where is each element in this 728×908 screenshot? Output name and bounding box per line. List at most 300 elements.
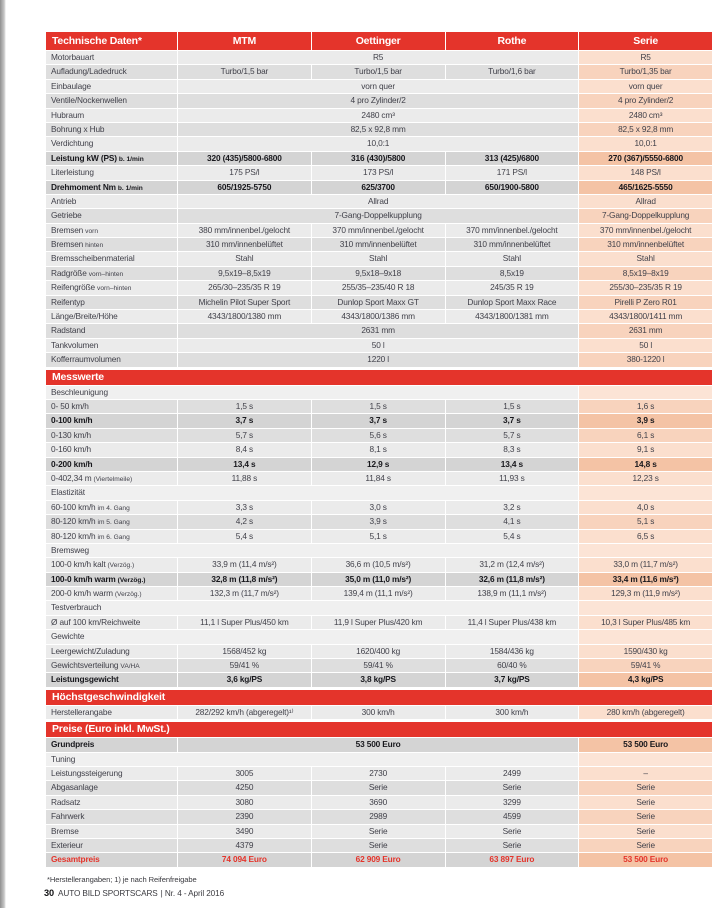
value-cell: 62 909 Euro xyxy=(312,853,445,866)
row-label-small: b. 1/min xyxy=(118,155,144,163)
table-row xyxy=(46,501,712,514)
merged-value-cell: 50 l xyxy=(178,339,578,352)
row-label: Exterieur xyxy=(46,839,177,852)
serie-value-cell: 82,5 x 92,8 mm xyxy=(579,123,712,136)
table-row xyxy=(46,109,712,122)
table-body xyxy=(46,51,712,867)
table-row xyxy=(46,310,712,323)
value-cell: 132,3 m (11,7 m/s²) xyxy=(178,587,311,600)
value-cell: 370 mm/innenbel./gelocht xyxy=(446,224,579,237)
serie-value-cell: 270 (367)/5550-6800 xyxy=(579,152,712,165)
row-label-small: im 6. Gang xyxy=(97,533,130,541)
table-row xyxy=(46,645,712,658)
serie-cell xyxy=(579,601,712,614)
row-label-small: hinten xyxy=(85,242,104,250)
row-label: Leistungsgewicht xyxy=(46,673,177,686)
serie-value-cell: 9,1 s xyxy=(579,443,712,456)
value-cell: 3490 xyxy=(178,825,311,838)
column-header-technische-daten: Technische Daten* xyxy=(46,32,177,50)
value-cell: 245/35 R 19 xyxy=(446,281,579,294)
value-cell: 310 mm/innenbelüftet xyxy=(178,238,311,251)
table-row xyxy=(46,515,712,528)
serie-value-cell: 53 500 Euro xyxy=(579,853,712,866)
value-cell: 5,7 s xyxy=(446,429,579,442)
serie-value-cell: Serie xyxy=(579,839,712,852)
serie-value-cell: Serie xyxy=(579,796,712,809)
row-label: Bremsen vorn xyxy=(46,224,177,237)
row-label: 0-100 km/h xyxy=(46,414,177,427)
table-row xyxy=(46,738,712,751)
table-row xyxy=(46,810,712,823)
value-cell: 11,93 s xyxy=(446,472,579,485)
row-label: Aufladung/Ladedruck xyxy=(46,65,177,78)
value-cell: 36,6 m (10,5 m/s²) xyxy=(312,558,445,571)
page-edge-shadow xyxy=(0,0,6,908)
table-row xyxy=(46,753,712,766)
serie-value-cell: 310 mm/innenbelüftet xyxy=(579,238,712,251)
issue-info: | Nr. 4 - April 2016 xyxy=(160,889,225,898)
table-row xyxy=(46,65,712,78)
serie-value-cell: 7-Gang-Doppelkupplung xyxy=(579,209,712,222)
row-label-small: VA/HA xyxy=(120,663,140,671)
value-cell: 3005 xyxy=(178,767,311,780)
value-cell: 11,9 l Super Plus/420 km xyxy=(312,616,445,629)
table-row xyxy=(46,853,712,866)
row-label: Reifengröße vorn–hinten xyxy=(46,281,177,294)
value-cell: 3,7 s xyxy=(178,414,311,427)
row-label: Bremse xyxy=(46,825,177,838)
value-cell: 300 km/h xyxy=(446,706,579,719)
value-cell: 13,4 s xyxy=(446,458,579,471)
table-row xyxy=(46,573,712,586)
row-label: Radgröße vorn–hinten xyxy=(46,267,177,280)
value-cell: 3,3 s xyxy=(178,501,311,514)
table-row xyxy=(46,486,712,499)
serie-value-cell: 5,1 s xyxy=(579,515,712,528)
row-label: Ø auf 100 km/Reichweite xyxy=(46,616,177,629)
table-row xyxy=(46,601,712,614)
row-label: Einbaulage xyxy=(46,80,177,93)
row-label: Bremsweg xyxy=(46,544,578,557)
value-cell: 11,4 l Super Plus/438 km xyxy=(446,616,579,629)
row-label: Hubraum xyxy=(46,109,177,122)
table-row xyxy=(46,616,712,629)
serie-value-cell: Pirelli P Zero R01 xyxy=(579,296,712,309)
row-label: Motorbauart xyxy=(46,51,177,64)
serie-value-cell: – xyxy=(579,767,712,780)
value-cell: 171 PS/l xyxy=(446,166,579,179)
merged-value-cell: 1220 l xyxy=(178,353,578,366)
row-label: Verdichtung xyxy=(46,137,177,150)
row-label: Getriebe xyxy=(46,209,177,222)
value-cell: 32,8 m (11,8 m/s²) xyxy=(178,573,311,586)
column-header-oettinger: Oettinger xyxy=(312,32,445,50)
serie-value-cell: 6,5 s xyxy=(579,530,712,543)
value-cell: 63 897 Euro xyxy=(446,853,579,866)
table-row xyxy=(46,267,712,280)
row-label: Gesamtpreis xyxy=(46,853,177,866)
value-cell: 1584/436 kg xyxy=(446,645,579,658)
value-cell: 4250 xyxy=(178,781,311,794)
serie-value-cell: 129,3 m (11,9 m/s²) xyxy=(579,587,712,600)
row-label: 60-100 km/h im 4. Gang xyxy=(46,501,177,514)
row-label: Leistung kW (PS) b. 1/min xyxy=(46,152,177,165)
magazine-name: AUTO BILD SPORTSCARS xyxy=(58,889,158,898)
value-cell: 1,5 s xyxy=(312,400,445,413)
value-cell: 9,5x18–9x18 xyxy=(312,267,445,280)
row-label: Testverbrauch xyxy=(46,601,578,614)
value-cell: 3299 xyxy=(446,796,579,809)
serie-value-cell: 4,0 s xyxy=(579,501,712,514)
value-cell: 1,5 s xyxy=(446,400,579,413)
value-cell: 3690 xyxy=(312,796,445,809)
value-cell: 4,1 s xyxy=(446,515,579,528)
value-cell: 138,9 m (11,1 m/s²) xyxy=(446,587,579,600)
row-label: Tuning xyxy=(46,753,578,766)
column-header-mtm: MTM xyxy=(178,32,311,50)
merged-value-cell: 53 500 Euro xyxy=(178,738,578,751)
value-cell: 282/292 km/h (abgeregelt)¹⁾ xyxy=(178,706,311,719)
value-cell: 2730 xyxy=(312,767,445,780)
value-cell: 32,6 m (11,8 m/s²) xyxy=(446,573,579,586)
serie-value-cell: Serie xyxy=(579,825,712,838)
row-label: Leistungssteigerung xyxy=(46,767,177,780)
table-row xyxy=(46,400,712,413)
row-label: Literleistung xyxy=(46,166,177,179)
value-cell: 313 (425)/6800 xyxy=(446,152,579,165)
section-header: Höchstgeschwindigkeit xyxy=(46,690,712,705)
row-label: Tankvolumen xyxy=(46,339,177,352)
table-row xyxy=(46,767,712,780)
row-label: 0-402,34 m (Viertelmeile) xyxy=(46,472,177,485)
value-cell: Serie xyxy=(446,825,579,838)
merged-value-cell: 7-Gang-Doppelkupplung xyxy=(178,209,578,222)
serie-value-cell: 53 500 Euro xyxy=(579,738,712,751)
table-row xyxy=(46,659,712,672)
value-cell: 605/1925-5750 xyxy=(178,181,311,194)
merged-value-cell: vorn quer xyxy=(178,80,578,93)
value-cell: Dunlop Sport Maxx Race xyxy=(446,296,579,309)
serie-value-cell: vorn quer xyxy=(579,80,712,93)
serie-value-cell: 280 km/h (abgeregelt) xyxy=(579,706,712,719)
row-label-small: b. 1/min xyxy=(117,184,143,192)
row-label: Fahrwerk xyxy=(46,810,177,823)
value-cell: 3,7 s xyxy=(446,414,579,427)
row-label: 100-0 km/h kalt (Verzög.) xyxy=(46,558,177,571)
section-header: Messwerte xyxy=(46,370,712,385)
table-row xyxy=(46,673,712,686)
value-cell: Stahl xyxy=(178,252,311,265)
serie-value-cell: 8,5x19–8x19 xyxy=(579,267,712,280)
table-row xyxy=(46,166,712,179)
serie-cell xyxy=(579,753,712,766)
table-row xyxy=(46,123,712,136)
row-label: Abgasanlage xyxy=(46,781,177,794)
merged-value-cell: R5 xyxy=(178,51,578,64)
value-cell: 33,9 m (11,4 m/s²) xyxy=(178,558,311,571)
row-label: Leergewicht/Zuladung xyxy=(46,645,177,658)
value-cell: 139,4 m (11,1 m/s²) xyxy=(312,587,445,600)
row-label: Antrieb xyxy=(46,195,177,208)
value-cell: 310 mm/innenbelüftet xyxy=(312,238,445,251)
row-label-small: (Viertelmeile) xyxy=(93,475,133,483)
table-row xyxy=(46,839,712,852)
serie-value-cell: 4 pro Zylinder/2 xyxy=(579,94,712,107)
table-row xyxy=(46,94,712,107)
row-label: 200-0 km/h warm (Verzög.) xyxy=(46,587,177,600)
value-cell: 4,2 s xyxy=(178,515,311,528)
row-label-small: vorn–hinten xyxy=(97,285,132,293)
row-label: Beschleunigung xyxy=(46,386,578,399)
value-cell: 650/1900-5800 xyxy=(446,181,579,194)
value-cell: 11,88 s xyxy=(178,472,311,485)
value-cell: 3,9 s xyxy=(312,515,445,528)
row-label: 0-200 km/h xyxy=(46,458,177,471)
value-cell: Serie xyxy=(312,839,445,852)
row-label: 0- 50 km/h xyxy=(46,400,177,413)
serie-value-cell: Turbo/1,35 bar xyxy=(579,65,712,78)
row-label-small: im 5. Gang xyxy=(97,519,130,527)
table-row xyxy=(46,224,712,237)
table-row xyxy=(46,530,712,543)
value-cell: 4343/1800/1386 mm xyxy=(312,310,445,323)
table-row xyxy=(46,544,712,557)
merged-value-cell: 4 pro Zylinder/2 xyxy=(178,94,578,107)
row-label: Ventile/Nockenwellen xyxy=(46,94,177,107)
table-row xyxy=(46,281,712,294)
row-label: Bohrung x Hub xyxy=(46,123,177,136)
value-cell: 8,1 s xyxy=(312,443,445,456)
value-cell: 1620/400 kg xyxy=(312,645,445,658)
value-cell: 59/41 % xyxy=(178,659,311,672)
serie-value-cell: Serie xyxy=(579,781,712,794)
value-cell: 5,6 s xyxy=(312,429,445,442)
value-cell: 1,5 s xyxy=(178,400,311,413)
serie-value-cell: 370 mm/innenbel./gelocht xyxy=(579,224,712,237)
value-cell: 3,6 kg/PS xyxy=(178,673,311,686)
serie-value-cell: 465/1625-5550 xyxy=(579,181,712,194)
table-row xyxy=(46,195,712,208)
value-cell: 12,9 s xyxy=(312,458,445,471)
table-row xyxy=(46,339,712,352)
serie-value-cell: R5 xyxy=(579,51,712,64)
row-label: Reifentyp xyxy=(46,296,177,309)
table-row xyxy=(46,252,712,265)
serie-value-cell: 4343/1800/1411 mm xyxy=(579,310,712,323)
value-cell: Turbo/1,5 bar xyxy=(178,65,311,78)
table-row xyxy=(46,443,712,456)
table-row xyxy=(46,429,712,442)
row-label: Radstand xyxy=(46,324,177,337)
row-label: Drehmoment Nm b. 1/min xyxy=(46,181,177,194)
table-row xyxy=(46,324,712,337)
serie-value-cell: 255/30–235/35 R 19 xyxy=(579,281,712,294)
merged-value-cell: 2480 cm³ xyxy=(178,109,578,122)
value-cell: Stahl xyxy=(446,252,579,265)
page-footer xyxy=(44,888,224,898)
value-cell: Dunlop Sport Maxx GT xyxy=(312,296,445,309)
table-row xyxy=(46,80,712,93)
serie-value-cell: 380-1220 l xyxy=(579,353,712,366)
table-row xyxy=(46,796,712,809)
merged-value-cell: 2631 mm xyxy=(178,324,578,337)
serie-value-cell: 2631 mm xyxy=(579,324,712,337)
value-cell: Serie xyxy=(312,825,445,838)
value-cell: 3080 xyxy=(178,796,311,809)
row-label: 0-130 km/h xyxy=(46,429,177,442)
table-row xyxy=(46,181,712,194)
value-cell: 3,7 kg/PS xyxy=(446,673,579,686)
value-cell: Stahl xyxy=(312,252,445,265)
value-cell: 3,8 kg/PS xyxy=(312,673,445,686)
value-cell: 2989 xyxy=(312,810,445,823)
value-cell: 5,4 s xyxy=(178,530,311,543)
row-label-small: (Verzög.) xyxy=(107,562,135,570)
serie-value-cell: 14,8 s xyxy=(579,458,712,471)
section-header: Preise (Euro inkl. MwSt.) xyxy=(46,722,712,737)
row-label: 100-0 km/h warm (Verzög.) xyxy=(46,573,177,586)
table-row xyxy=(46,296,712,309)
serie-value-cell: 59/41 % xyxy=(579,659,712,672)
table-row xyxy=(46,630,712,643)
serie-value-cell: 33,4 m (11,6 m/s²) xyxy=(579,573,712,586)
value-cell: 2390 xyxy=(178,810,311,823)
value-cell: 9,5x19–8,5x19 xyxy=(178,267,311,280)
value-cell: 175 PS/l xyxy=(178,166,311,179)
row-label: Radsatz xyxy=(46,796,177,809)
serie-value-cell: 50 l xyxy=(579,339,712,352)
value-cell: 3,0 s xyxy=(312,501,445,514)
serie-value-cell: 3,9 s xyxy=(579,414,712,427)
table-row xyxy=(46,781,712,794)
spec-table xyxy=(46,32,712,868)
row-label: 0-160 km/h xyxy=(46,443,177,456)
value-cell: 310 mm/innenbelüftet xyxy=(446,238,579,251)
value-cell: 59/41 % xyxy=(312,659,445,672)
serie-value-cell: 1590/430 kg xyxy=(579,645,712,658)
footnote: *Herstellerangaben; 1) je nach Reifenfreigabe xyxy=(47,875,197,884)
serie-value-cell: 10,3 l Super Plus/485 km xyxy=(579,616,712,629)
table-row xyxy=(46,238,712,251)
table-row xyxy=(46,353,712,366)
column-header-rothe: Rothe xyxy=(446,32,579,50)
value-cell: 11,84 s xyxy=(312,472,445,485)
row-label-small: vorn–hinten xyxy=(88,270,124,278)
value-cell: Turbo/1,5 bar xyxy=(312,65,445,78)
merged-value-cell: 10,0:1 xyxy=(178,137,578,150)
value-cell: 4343/1800/1381 mm xyxy=(446,310,579,323)
value-cell: Serie xyxy=(446,839,579,852)
value-cell: 370 mm/innenbel./gelocht xyxy=(312,224,445,237)
row-label-small: (Verzög.) xyxy=(117,576,146,584)
serie-value-cell: 6,1 s xyxy=(579,429,712,442)
table-row xyxy=(46,825,712,838)
value-cell: 1568/452 kg xyxy=(178,645,311,658)
serie-value-cell: 4,3 kg/PS xyxy=(579,673,712,686)
value-cell: 300 km/h xyxy=(312,706,445,719)
value-cell: 2499 xyxy=(446,767,579,780)
serie-value-cell: 148 PS/l xyxy=(579,166,712,179)
row-label-small: vorn xyxy=(85,227,98,235)
serie-value-cell: Allrad xyxy=(579,195,712,208)
row-label: Herstellerangabe xyxy=(46,706,177,719)
value-cell: Turbo/1,6 bar xyxy=(446,65,579,78)
row-label: Gewichtsverteilung VA/HA xyxy=(46,659,177,672)
row-label-small: (Verzög.) xyxy=(114,591,142,599)
table-row xyxy=(46,458,712,471)
row-label: Gewichte xyxy=(46,630,578,643)
value-cell: 316 (430)/5800 xyxy=(312,152,445,165)
serie-value-cell: 33,0 m (11,7 m/s²) xyxy=(579,558,712,571)
value-cell: 31,2 m (12,4 m/s²) xyxy=(446,558,579,571)
table-row xyxy=(46,152,712,165)
value-cell: 5,1 s xyxy=(312,530,445,543)
value-cell: 8,5x19 xyxy=(446,267,579,280)
table-row xyxy=(46,51,712,64)
serie-value-cell: 12,23 s xyxy=(579,472,712,485)
row-label: Bremsscheibenmaterial xyxy=(46,252,177,265)
value-cell: Serie xyxy=(312,781,445,794)
column-header-serie: Serie xyxy=(579,32,712,50)
value-cell: 173 PS/l xyxy=(312,166,445,179)
value-cell: 4379 xyxy=(178,839,311,852)
serie-value-cell: 10,0:1 xyxy=(579,137,712,150)
row-label: Grundpreis xyxy=(46,738,177,751)
value-cell: 625/3700 xyxy=(312,181,445,194)
value-cell: 4343/1800/1380 mm xyxy=(178,310,311,323)
serie-cell xyxy=(579,386,712,399)
serie-value-cell: 1,6 s xyxy=(579,400,712,413)
value-cell: 5,4 s xyxy=(446,530,579,543)
value-cell: 5,7 s xyxy=(178,429,311,442)
table-row xyxy=(46,558,712,571)
serie-value-cell: Stahl xyxy=(579,252,712,265)
row-label: Bremsen hinten xyxy=(46,238,177,251)
value-cell: 74 094 Euro xyxy=(178,853,311,866)
row-label: Elastizität xyxy=(46,486,578,499)
table-row xyxy=(46,706,712,719)
table-row xyxy=(46,209,712,222)
value-cell: 35,0 m (11,0 m/s²) xyxy=(312,573,445,586)
value-cell: 380 mm/innenbel./gelocht xyxy=(178,224,311,237)
table-row xyxy=(46,472,712,485)
row-label: 80-120 km/h im 6. Gang xyxy=(46,530,177,543)
value-cell: Michelin Pilot Super Sport xyxy=(178,296,311,309)
page-number: 30 xyxy=(44,888,55,898)
table-row xyxy=(46,386,712,399)
value-cell: 255/35–235/40 R 18 xyxy=(312,281,445,294)
serie-cell xyxy=(579,630,712,643)
value-cell: 8,3 s xyxy=(446,443,579,456)
value-cell: 265/30–235/35 R 19 xyxy=(178,281,311,294)
table-row xyxy=(46,414,712,427)
serie-value-cell: Serie xyxy=(579,810,712,823)
merged-value-cell: Allrad xyxy=(178,195,578,208)
row-label: Länge/Breite/Höhe xyxy=(46,310,177,323)
value-cell: 3,2 s xyxy=(446,501,579,514)
serie-value-cell: 2480 cm³ xyxy=(579,109,712,122)
table-row xyxy=(46,137,712,150)
serie-cell xyxy=(579,486,712,499)
value-cell: 13,4 s xyxy=(178,458,311,471)
value-cell: 4599 xyxy=(446,810,579,823)
row-label: 80-120 km/h im 5. Gang xyxy=(46,515,177,528)
table-row xyxy=(46,587,712,600)
value-cell: 60/40 % xyxy=(446,659,579,672)
row-label: Kofferraumvolumen xyxy=(46,353,177,366)
value-cell: 8,4 s xyxy=(178,443,311,456)
table-header-row xyxy=(46,32,712,50)
